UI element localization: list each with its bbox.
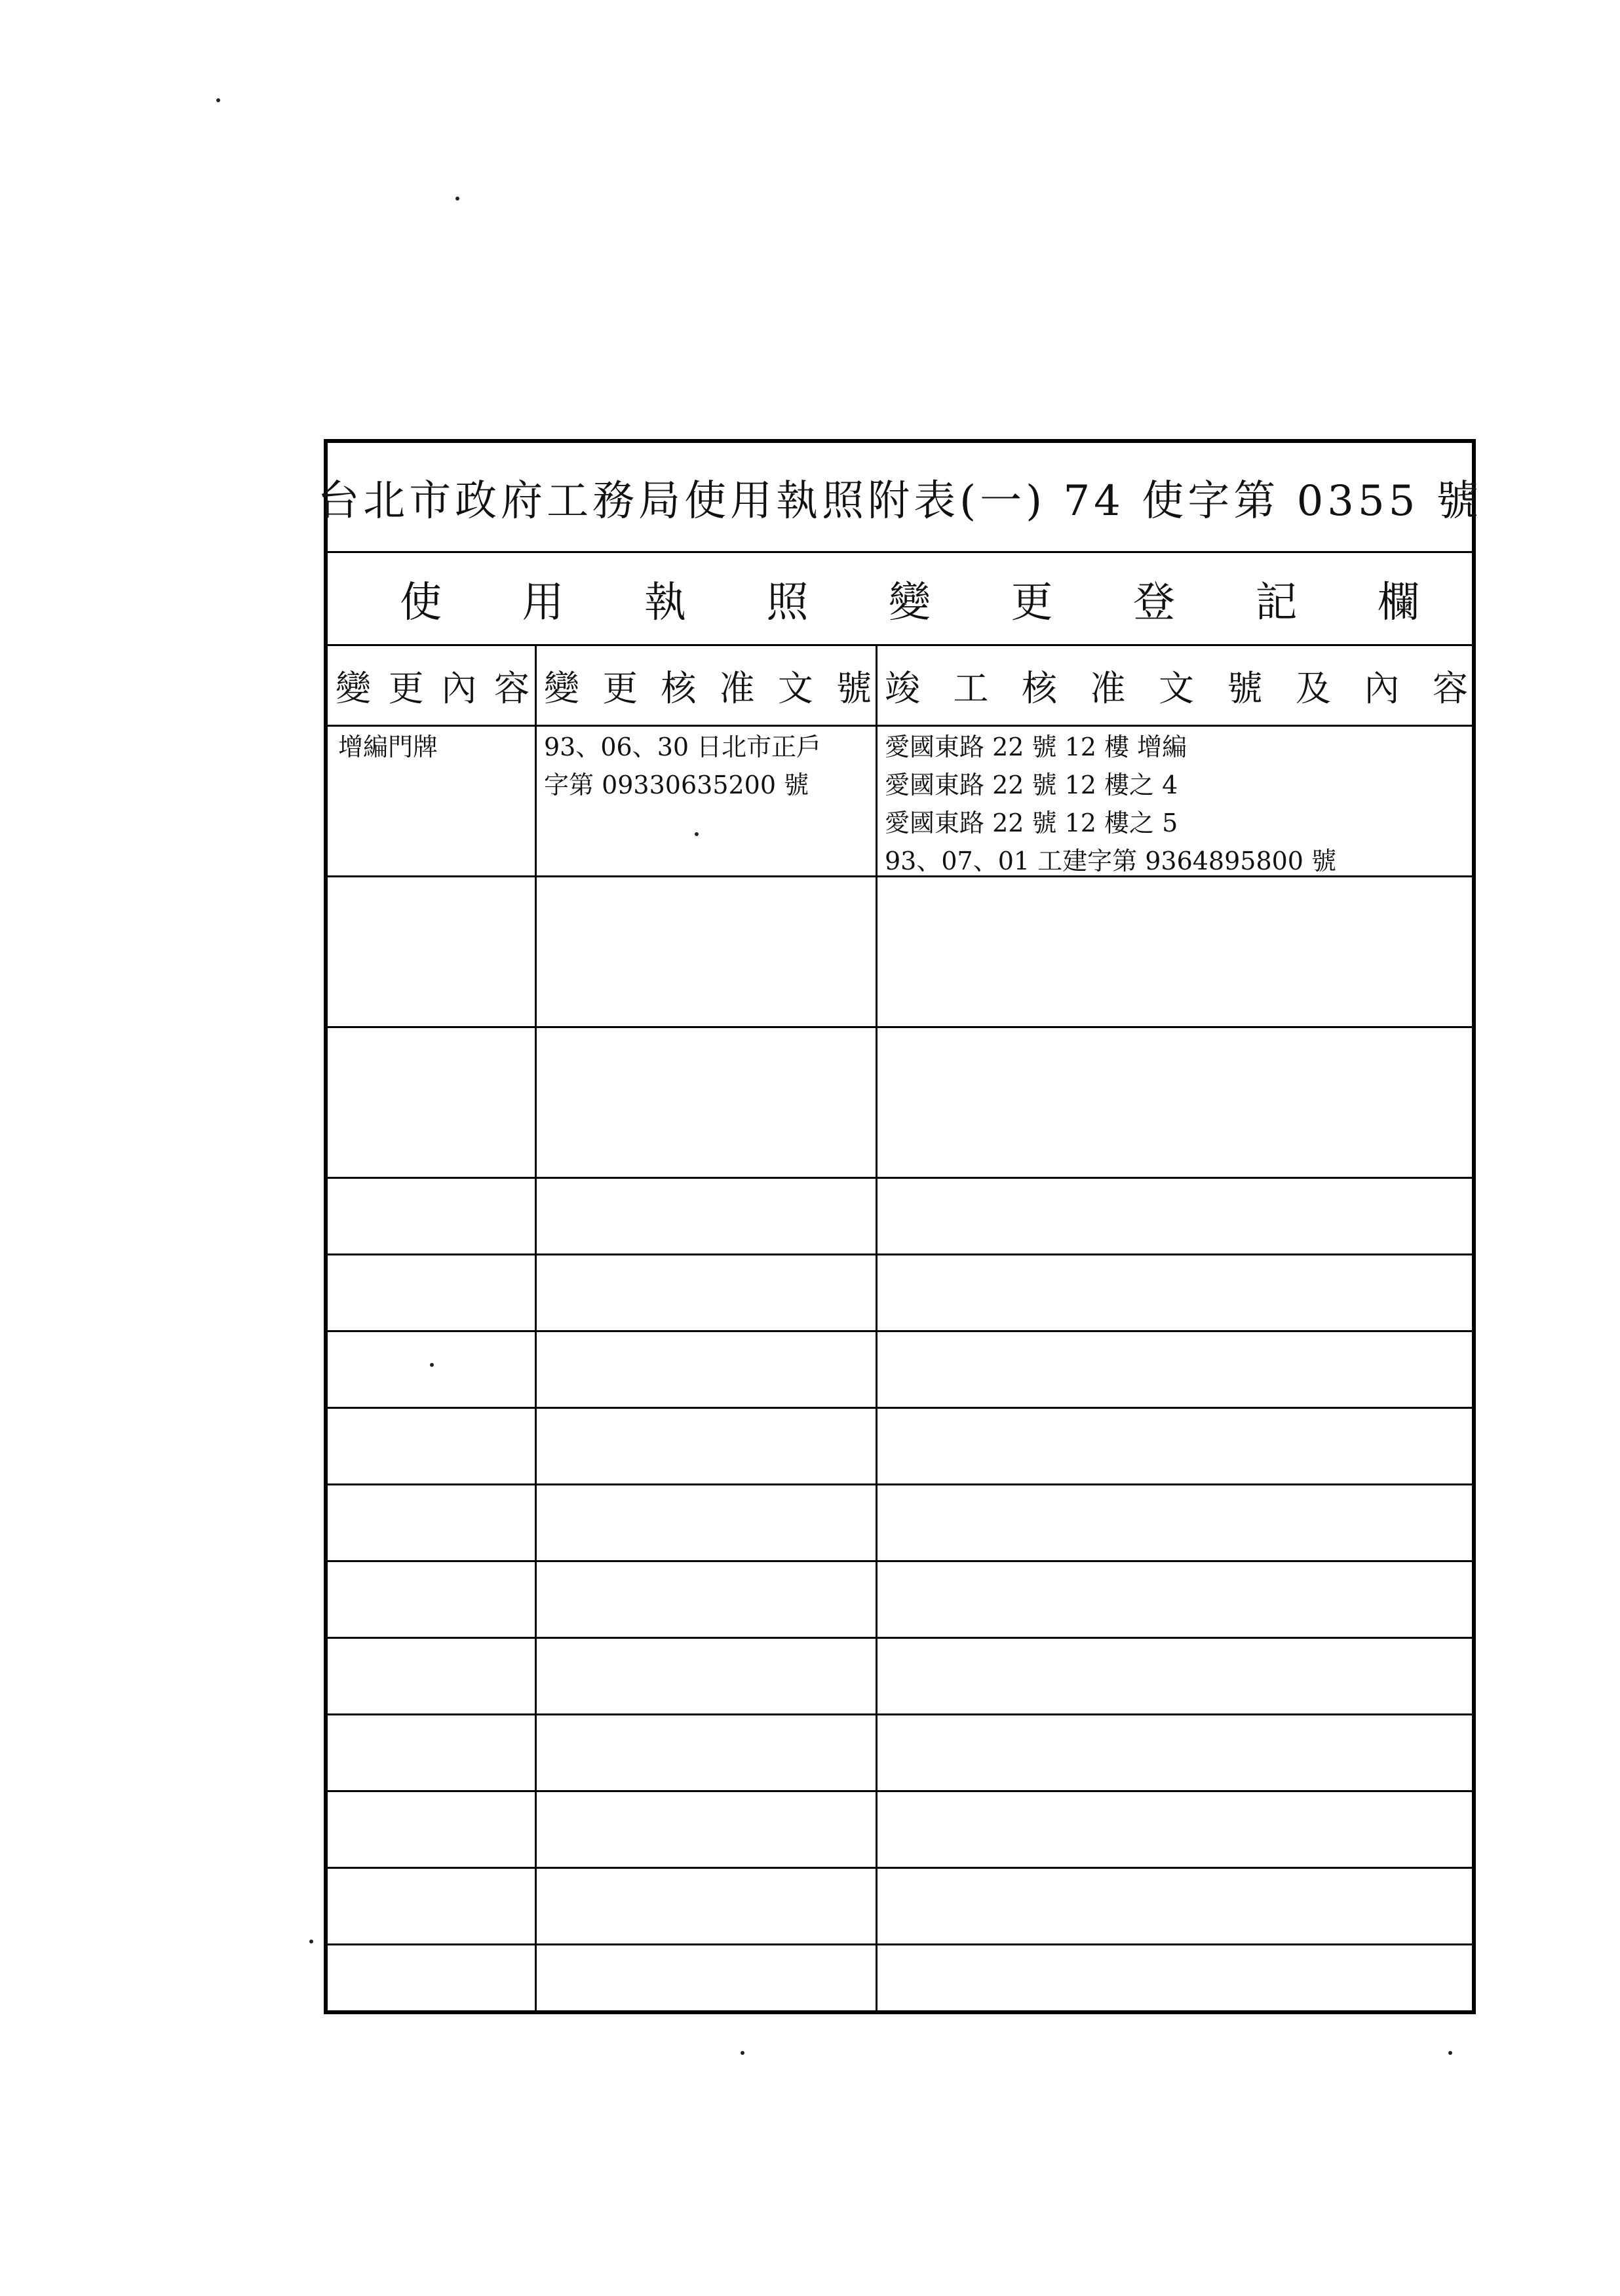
header-char: 更 xyxy=(602,667,638,709)
subtitle-char: 使 xyxy=(400,578,442,627)
header-char: 內 xyxy=(1364,667,1400,709)
header-char: 容 xyxy=(1433,667,1468,709)
header-char: 准 xyxy=(719,667,755,709)
header-char: 更 xyxy=(388,667,424,709)
subtitle-char: 用 xyxy=(522,578,564,627)
entry-completion-line: 愛國東路 22 號 12 樓 增編 xyxy=(885,733,1187,761)
row-line xyxy=(328,1407,1472,1409)
subtitle-char: 欄 xyxy=(1378,578,1419,627)
header-char: 竣 xyxy=(885,667,920,709)
row-line xyxy=(328,725,1472,727)
header-char: 文 xyxy=(1159,667,1194,709)
row-line xyxy=(328,1560,1472,1562)
header-char: 號 xyxy=(836,667,872,709)
row-line xyxy=(328,1177,1472,1179)
header-char: 文 xyxy=(777,667,813,709)
entry-completion-line: 93、07、01 工建字第 9364895800 號 xyxy=(885,847,1337,875)
header-char: 號 xyxy=(1227,667,1263,709)
scan-speck xyxy=(695,832,699,836)
header-change-content xyxy=(336,646,530,725)
subtitle-char: 變 xyxy=(889,578,931,627)
header-char: 及 xyxy=(1296,667,1331,709)
scan-speck xyxy=(741,2051,744,2055)
header-char: 准 xyxy=(1090,667,1126,709)
usage-license-change-form xyxy=(317,439,1482,2014)
form-subtitle xyxy=(328,553,1472,646)
header-char: 核 xyxy=(661,667,697,709)
scan-speck xyxy=(309,1940,313,1943)
subtitle-char: 更 xyxy=(1011,578,1053,627)
scan-speck xyxy=(216,98,220,102)
scan-speck xyxy=(430,1363,434,1367)
entry-approval-line: 字第 09330635200 號 xyxy=(544,771,809,799)
row-line xyxy=(328,1483,1472,1485)
entry-change-content: 增編門牌 xyxy=(338,733,438,761)
row-line xyxy=(328,1637,1472,1639)
header-char: 容 xyxy=(493,667,530,709)
entry-approval-line: 93、06、30 日北市正戶 xyxy=(544,733,822,761)
entry-completion-line: 愛國東路 22 號 12 樓之 5 xyxy=(885,809,1178,837)
header-char: 變 xyxy=(544,667,579,709)
row-line xyxy=(328,1867,1472,1869)
header-completion-approval xyxy=(885,646,1468,725)
scan-speck xyxy=(455,197,459,201)
row-line xyxy=(328,1026,1472,1028)
header-char: 核 xyxy=(1022,667,1057,709)
row-line xyxy=(328,1790,1472,1792)
row-line xyxy=(328,1713,1472,1715)
subtitle-char: 登 xyxy=(1133,578,1175,627)
scan-speck xyxy=(1448,2051,1452,2055)
subtitle-char: 記 xyxy=(1255,578,1298,627)
row-line xyxy=(328,1253,1472,1255)
row-line xyxy=(328,1943,1472,1945)
subtitle-char: 照 xyxy=(766,578,809,627)
header-char: 變 xyxy=(336,667,371,709)
row-line xyxy=(328,1330,1472,1332)
form-title: 台北市政府工務局使用執照附表(一) 74 使字第 0355 號 xyxy=(328,443,1472,553)
header-approval-number xyxy=(544,646,872,725)
entry-completion-line: 愛國東路 22 號 12 樓之 4 xyxy=(885,771,1178,799)
header-char: 內 xyxy=(441,667,477,709)
header-char: 工 xyxy=(953,667,989,709)
subtitle-char: 執 xyxy=(644,578,686,627)
